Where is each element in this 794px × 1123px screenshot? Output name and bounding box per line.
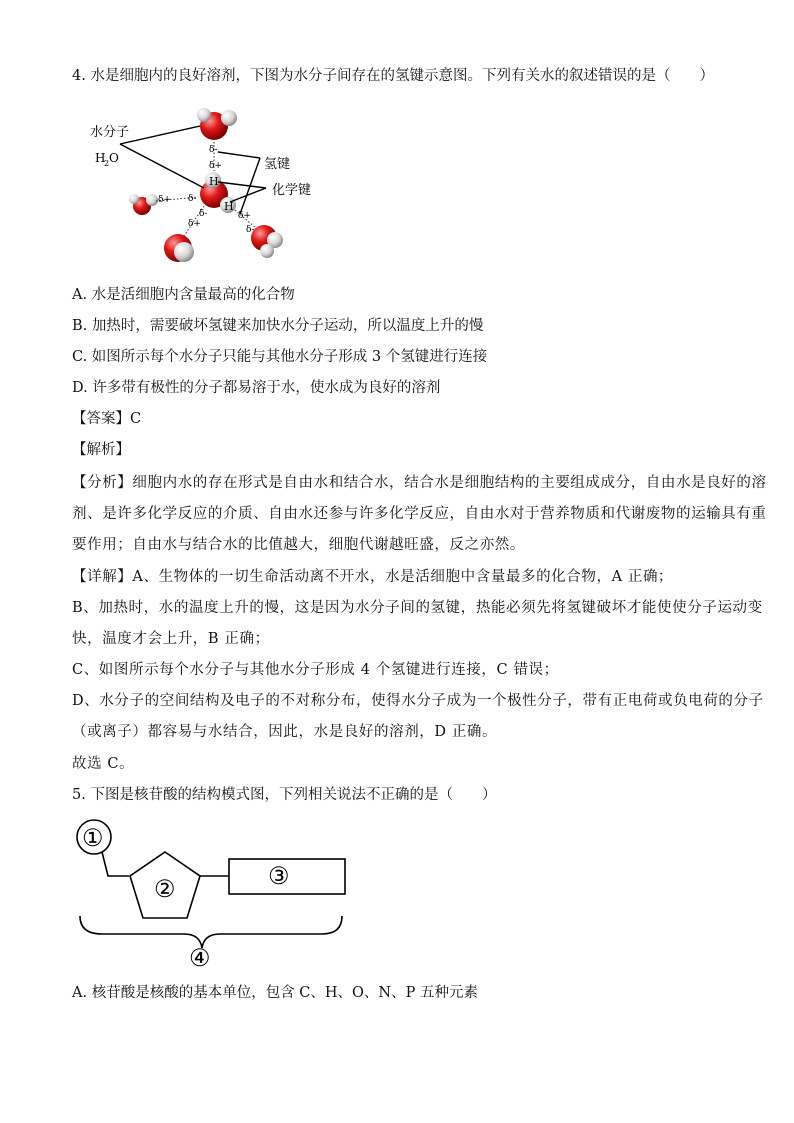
svg-text:δ+: δ+ — [158, 195, 171, 205]
xiangjie-label: 【详解】 — [72, 569, 133, 585]
q5-stem: 5. 下图是核苷酸的结构模式图，下列相关说法不正确的是（ ） — [72, 787, 497, 803]
water-molecule-bottom-right — [251, 225, 283, 258]
q4-answer — [72, 409, 141, 429]
q4-fenxi-line-2: 剂、是许多化学反应的介质、自由水还参与许多化学反应，自由水对于营养物质和代谢废物的运输具有重 — [72, 506, 767, 522]
label-1: ① — [82, 824, 104, 852]
phosphate-link — [102, 852, 129, 876]
label-3: ③ — [268, 862, 290, 890]
q4-xiangjie-line-1: 【详解】A、生物体的一切生命活动离不开水，水是活细胞中含量最多的化合物，A 正确； — [72, 569, 674, 585]
svg-text:δ-: δ- — [188, 194, 197, 204]
answer-label: 【答案】 — [72, 411, 130, 427]
water-hydrogen-bond-figure — [80, 98, 340, 276]
q4-analysis-label: 【解析】 — [72, 442, 130, 458]
q4-xiangjie-line-5: D、水分子的空间结构及电子的不对称分布，使得水分子成为一个极性分子，带有正电荷或负电荷的分子 — [72, 693, 764, 709]
svg-text:δ+: δ+ — [188, 219, 201, 229]
water-molecule-bottom-left — [164, 234, 194, 262]
center-h-top-label: H — [209, 175, 219, 188]
svg-text:δ+: δ+ — [238, 211, 251, 221]
svg-text:δ-: δ- — [199, 209, 208, 219]
svg-text:δ-: δ- — [209, 145, 218, 155]
q4-option-d: D. 许多带有极性的分子都易溶于水，使水成为良好的溶剂 — [72, 380, 441, 396]
q4-xiangjie-line-2: B、加热时，水的温度上升的慢，这是因为水分子间的氢键，热能必须先将氢键破坏才能使使分子运动变 — [72, 600, 763, 616]
q4-xiangjie-line-6: （或离子）都容易与水结合，因此，水是良好的溶剂，D 正确。 — [72, 724, 498, 740]
label-chemical-bond: 化学键 — [272, 183, 312, 198]
svg-text:δ-: δ- — [246, 225, 255, 235]
q4-xiangjie-line-3: 快，温度才会上升，B 正确； — [72, 631, 270, 647]
nucleotide-structure-figure — [74, 816, 364, 972]
svg-text:δ+: δ+ — [209, 161, 222, 171]
label-4: ④ — [189, 944, 211, 972]
label-2: ② — [154, 875, 176, 903]
q4-stem: 4. 水是细胞内的良好溶剂，下图为水分子间存在的氢键示意图。下列有关水的叙述错误的是（ ） — [72, 68, 714, 84]
center-h-right-label: H — [224, 200, 234, 213]
q4-xiangjie-line-7: 故选 C。 — [72, 756, 135, 772]
water-molecule-top — [197, 108, 237, 140]
q4-fenxi-line-3: 要作用；自由水与结合水的比值越大，细胞代谢越旺盛，反之亦然。 — [72, 537, 525, 553]
water-molecule-left — [129, 194, 158, 215]
q4-fenxi-line-1: 【分析】细胞内水的存在形式是自由水和结合水，结合水是细胞结构的主要组成成分，自由水是良好的溶 — [72, 475, 767, 491]
q5-option-a: A. 核苷酸是核酸的基本单位，包含 C、H、O、N、P 五种元素 — [72, 985, 478, 1001]
q4-option-b: B. 加热时，需要破坏氢键来加快水分子运动，所以温度上升的慢 — [72, 318, 484, 334]
fenxi-label: 【分析】 — [72, 475, 133, 491]
answer-value: C — [130, 411, 142, 427]
label-h2o-subscript: 2 — [104, 159, 110, 168]
label-h2o-o: O — [109, 151, 119, 165]
water-molecule-center — [200, 172, 236, 213]
label-hydrogen-bond: 氢键 — [264, 157, 291, 172]
q4-option-c: C. 如图所示每个水分子只能与其他水分子形成 3 个氢键进行连接 — [72, 349, 488, 365]
label-h2o-h: H — [95, 151, 106, 165]
label-water-molecule: 水分子 — [90, 125, 130, 140]
q4-option-a: A. 水是活细胞内含量最高的化合物 — [72, 287, 295, 303]
nucleotide-brace — [80, 916, 342, 948]
q4-xiangjie-line-4: C、如图所示每个水分子与其他水分子形成 4 个氢键进行连接，C 错误； — [72, 662, 559, 678]
